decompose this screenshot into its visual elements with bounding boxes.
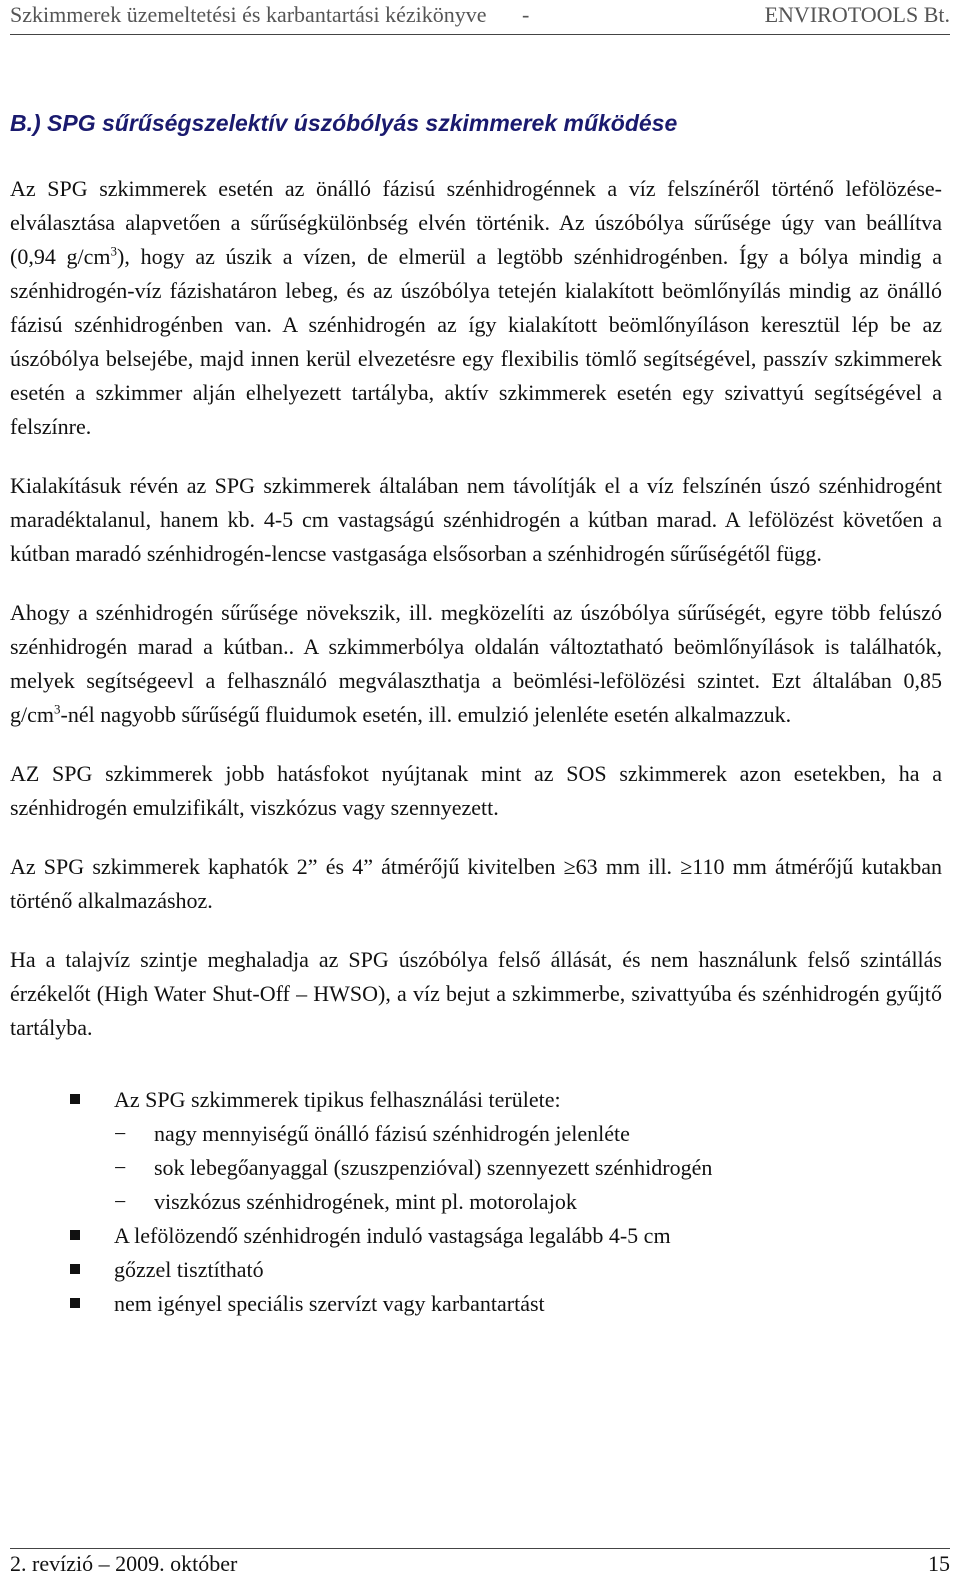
paragraph-5: Az SPG szkimmerek kaphatók 2” és 4” átmérőjű kivitelben ≥63 mm ill. ≥110 mm átmérőjű kutakban történő alkalmazáshoz. [10, 854, 942, 913]
list-item-text: Az SPG szkimmerek tipikus felhasználási területe: [114, 1087, 561, 1112]
sub-list-item [114, 1151, 942, 1185]
square-bullet-icon [70, 1298, 80, 1308]
sub-list-item-text: sok lebegőanyaggal (szuszpenzióval) szennyezett szénhidrogén [154, 1155, 713, 1180]
page-content [10, 172, 942, 1321]
section-title: B.) SPG sűrűségszelektív úszóbólyás szkimmerek működése [10, 110, 678, 136]
superscript-3: 3 [54, 701, 61, 717]
list-item [70, 1253, 942, 1287]
sub-list-item-text: viszkózus szénhidrogének, mint pl. motorolajok [154, 1189, 577, 1214]
list-item [70, 1219, 942, 1253]
footer-revision: 2. revízió – 2009. október [10, 1551, 238, 1576]
paragraph-3-part-a: Ahogy a szénhidrogén sűrűsége növekszik, ill. megközelíti az úszóbólya sűrűségét, egyre több felúszó szénhidrogén marad a kútban.. A szkimmerbólya oldalán változtatható beömlőnyílások is találhatók, melyek segítségeevl a felhasználó megválaszthatja a beömlési-lefölözési szintet. Ezt általában 0,85 g/cm [10, 600, 942, 727]
header-company: ENVIROTOOLS Bt. [764, 2, 950, 27]
square-bullet-icon [70, 1094, 80, 1104]
header-separator: - [521, 2, 530, 27]
paragraph-6: Ha a talajvíz szintje meghaladja az SPG úszóbólya felső állását, és nem használunk felső szintállás érzékelőt (High Water Shut-Off – HWSO), a víz bejut a szkimmerbe, szivattyúba és szénhidrogén gyűjtő tartályba. [10, 947, 942, 1040]
page-footer [10, 1548, 950, 1591]
dash-bullet-icon: − [114, 1155, 127, 1180]
sub-list-item [114, 1117, 942, 1151]
page-header [10, 2, 950, 35]
header-title: Szkimmerek üzemeltetési és karbantartási kézikönyve [10, 2, 487, 27]
page-number: 15 [928, 1551, 950, 1576]
paragraph-1 [10, 172, 942, 444]
dash-bullet-icon: − [114, 1121, 127, 1146]
list-item-text: A lefölözendő szénhidrogén induló vastagsága legalább 4-5 cm [114, 1223, 671, 1248]
bullet-list [10, 1083, 942, 1321]
paragraph-2: Kialakításuk révén az SPG szkimmerek általában nem távolítják el a víz felszínén úszó szénhidrogént maradéktalanul, hanem kb. 4-5 cm vastagságú szénhidrogén a kútban marad. A lefölözést követően a kútban maradó szénhidrogén-lencse vastgasága elsősorban a szénhidrogén sűrűségétől függ. [10, 473, 942, 566]
sub-list-item [114, 1185, 942, 1219]
paragraph-1-part-b: ), hogy az úszik a vízen, de elmerül a legtöbb szénhidrogénben. Így a bólya mindig a szénhidrogén-víz fázishatáron lebeg, és az úszóbólya tetején kialakított beömlőnyílás mindig az önálló fázisú szénhidrogénben van. A szénhidrogén az így kialakított beömlőnyíláson keresztül lép be az úszóbólya belsejébe, majd innen kerül elvezetésre egy flexibilis tömlő segítségével, passzív szkimmerek esetén a szkimmer alján elhelyezett tartályba, aktív szkimmerek esetén egy szivattyú segítségével a felszínre. [10, 244, 942, 439]
list-item-text: nem igényel speciális szervízt vagy karbantartást [114, 1291, 545, 1316]
paragraph-3-part-b: -nél nagyobb sűrűségű fluidumok esetén, ill. emulzió jelenléte esetén alkalmazzuk. [60, 702, 792, 727]
paragraph-3 [10, 596, 942, 732]
sub-list [114, 1117, 942, 1219]
square-bullet-icon [70, 1230, 80, 1240]
list-item-text: gőzzel tisztítható [114, 1257, 264, 1282]
sub-list-item-text: nagy mennyiségű önálló fázisú szénhidrogén jelenléte [154, 1121, 630, 1146]
paragraph-1-part-a: Az SPG szkimmerek esetén az önálló fázisú szénhidrogénnek a víz felszínéről történő lefölözése-elválasztása alapvetően a sűrűségkülönbség elvén történik. Az úszóbólya sűrűsége úgy van beállítva (0,94 g/cm [10, 176, 942, 269]
superscript-3: 3 [110, 243, 118, 259]
square-bullet-icon [70, 1264, 80, 1274]
paragraph-4: AZ SPG szkimmerek jobb hatásfokot nyújtanak mint az SOS szkimmerek azon esetekben, ha a szénhidrogén emulzifikált, viszkózus vagy szennyezett. [10, 761, 942, 820]
dash-bullet-icon: − [114, 1189, 127, 1214]
list-item [70, 1287, 942, 1321]
list-item [70, 1083, 942, 1219]
